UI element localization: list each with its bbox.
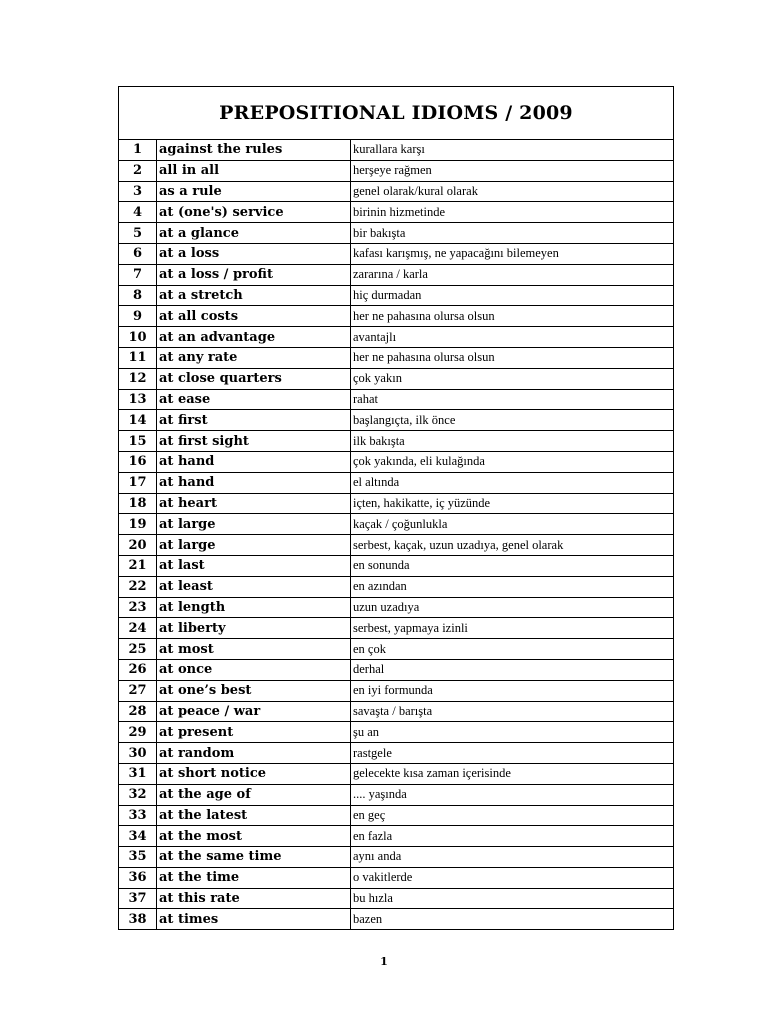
meaning-cell: birinin hizmetinde [351,202,674,223]
idiom-cell: at hand [157,472,351,493]
meaning-cell: çok yakında, eli kulağında [351,451,674,472]
table-row [119,659,673,680]
meaning-cell: rahat [351,389,674,410]
idiom-cell: at hand [157,451,351,472]
idiom-cell: at a stretch [157,285,351,306]
table-row [119,909,673,929]
idiom-cell: at length [157,597,351,618]
meaning-cell: uzun uzadıya [351,597,674,618]
meaning-cell: bazen [353,911,383,926]
idiom-cell: at the time [157,867,351,888]
table-row [119,576,673,597]
row-number-cell: 30 [119,743,157,764]
table-row [119,535,673,556]
table-row [119,493,673,514]
page-number: 1 [380,955,388,968]
table-row [119,743,673,764]
idioms-table [119,140,673,929]
row-number-cell: 38 [119,909,157,929]
document-title: PREPOSITIONAL IDIOMS / 2009 [119,87,673,140]
table-row [119,264,673,285]
idiom-cell: at first [157,410,351,431]
idiom-cell: at a glance [157,223,351,244]
table-row [119,555,673,576]
row-number-cell: 16 [119,451,157,472]
meaning-cell: serbest, yapmaya izinli [351,618,674,639]
row-number-cell: 32 [119,784,157,805]
table-row [119,888,673,909]
row-number-cell: 10 [119,327,157,348]
row-number-cell: 7 [119,264,157,285]
meaning-cell: rastgele [351,743,674,764]
table-row [119,181,673,202]
meaning-cell: çok yakın [351,368,674,389]
row-number-cell: 21 [119,555,157,576]
idiom-cell: at the most [157,826,351,847]
meaning-cell: el altında [351,472,674,493]
table-row [119,805,673,826]
idiom-cell: at present [157,722,351,743]
row-number-cell: 28 [119,701,157,722]
meaning-cell: en fazla [351,826,674,847]
meaning-cell: gelecekte kısa zaman içerisinde [351,763,674,784]
idiom-cell: at the latest [157,805,351,826]
idiom-cell: at the same time [157,847,351,868]
idiom-cell: at once [157,659,351,680]
table-row [119,784,673,805]
idiom-cell: at one’s best [157,680,351,701]
row-number-cell: 29 [119,722,157,743]
meaning-cell: her ne pahasına olursa olsun [351,306,674,327]
table-row [119,389,673,410]
row-number-cell: 23 [119,597,157,618]
table-row [119,410,673,431]
meaning-cell: derhal [351,659,674,680]
table-row [119,680,673,701]
table-row [119,431,673,452]
table-row [119,451,673,472]
table-row [119,368,673,389]
row-number-cell: 17 [119,472,157,493]
idiom-cell: as a rule [157,181,351,202]
table-row [119,202,673,223]
meaning-cell: her ne pahasına olursa olsun [351,347,674,368]
table-row [119,597,673,618]
meaning-cell: avantajlı [351,327,674,348]
table-row [119,347,673,368]
table-row [119,847,673,868]
row-number-cell: 20 [119,535,157,556]
table-row [119,867,673,888]
idiom-cell: at least [157,576,351,597]
table-row [119,160,673,181]
meaning-cell: kaçak / çoğunlukla [351,514,674,535]
meaning-cell: kafası karışmış, ne yapacağını bilemeyen [351,243,674,264]
meaning-cell: en çok [351,639,674,660]
idiom-cell: at a loss / profit [157,264,351,285]
row-number-cell: 26 [119,659,157,680]
table-row [119,618,673,639]
table-row [119,763,673,784]
meaning-cell: bir bakışta [351,223,674,244]
row-number-cell: 15 [119,431,157,452]
row-number-cell: 5 [119,223,157,244]
idiom-cell: at times [157,909,351,929]
table-row [119,285,673,306]
row-number-cell: 2 [119,160,157,181]
idiom-cell: at this rate [157,888,351,909]
idiom-cell: at short notice [157,763,351,784]
idiom-cell: at an advantage [157,327,351,348]
row-number-cell: 35 [119,847,157,868]
idiom-cell: at heart [157,493,351,514]
row-number-cell: 19 [119,514,157,535]
meaning-cell: en iyi formunda [351,680,674,701]
idiom-cell: at all costs [157,306,351,327]
idioms-table-body [119,140,673,929]
idiom-cell: at a loss [157,243,351,264]
table-row [119,327,673,348]
meaning-cell: savaşta / barışta [351,701,674,722]
meaning-cell: en azından [351,576,674,597]
idiom-cell: at the age of [157,784,351,805]
meaning-cell: .... yaşında [351,784,674,805]
idiom-cell: all in all [157,160,351,181]
row-number-cell: 1 [119,140,157,160]
row-number-cell: 13 [119,389,157,410]
meaning-cell: aynı anda [351,847,674,868]
row-number-cell: 12 [119,368,157,389]
table-row [119,243,673,264]
idiom-cell: at ease [157,389,351,410]
row-number-cell: 33 [119,805,157,826]
idiom-cell: at large [157,514,351,535]
row-number-cell: 18 [119,493,157,514]
idiom-cell: against the rules [157,140,351,160]
table-row [119,722,673,743]
row-number-cell: 37 [119,888,157,909]
idiom-cell: at most [157,639,351,660]
row-number-cell: 36 [119,867,157,888]
row-number-cell: 27 [119,680,157,701]
idiom-cell: at peace / war [157,701,351,722]
row-number-cell: 9 [119,306,157,327]
table-row [119,472,673,493]
row-number-cell: 22 [119,576,157,597]
table-row [119,223,673,244]
table-row [119,639,673,660]
idiom-cell: at last [157,555,351,576]
meaning-cell: serbest, kaçak, uzun uzadıya, genel olarak [351,535,674,556]
idiom-cell: at any rate [157,347,351,368]
idiom-cell: at close quarters [157,368,351,389]
meaning-cell: bu hızla [351,888,674,909]
row-number-cell: 6 [119,243,157,264]
row-number-cell: 31 [119,763,157,784]
meaning-cell: hiç durmadan [351,285,674,306]
meaning-cell: içten, hakikatte, iç yüzünde [351,493,674,514]
idiom-cell: at large [157,535,351,556]
meaning-cell: en sonunda [351,555,674,576]
row-number-cell: 11 [119,347,157,368]
row-number-cell: 4 [119,202,157,223]
idiom-cell: at (one's) service [157,202,351,223]
meaning-cell: o vakitlerde [351,867,674,888]
row-number-cell: 34 [119,826,157,847]
idiom-cell: at random [157,743,351,764]
table-row [119,826,673,847]
table-row [119,701,673,722]
meaning-cell: zararına / karla [351,264,674,285]
meaning-cell: şu an [351,722,674,743]
meaning-cell: kurallara karşı [351,140,674,160]
row-number-cell: 24 [119,618,157,639]
meaning-cell: ilk bakışta [351,431,674,452]
table-row [119,140,673,160]
table-row [119,306,673,327]
row-number-cell: 25 [119,639,157,660]
row-number-cell: 3 [119,181,157,202]
meaning-cell: herşeye rağmen [351,160,674,181]
idiom-cell: at first sight [157,431,351,452]
row-number-cell: 14 [119,410,157,431]
idiom-cell: at liberty [157,618,351,639]
table-row [119,514,673,535]
meaning-cell: en geç [351,805,674,826]
meaning-cell: genel olarak/kural olarak [351,181,674,202]
row-number-cell: 8 [119,285,157,306]
idioms-table-frame [118,86,674,930]
meaning-cell: başlangıçta, ilk önce [351,410,674,431]
